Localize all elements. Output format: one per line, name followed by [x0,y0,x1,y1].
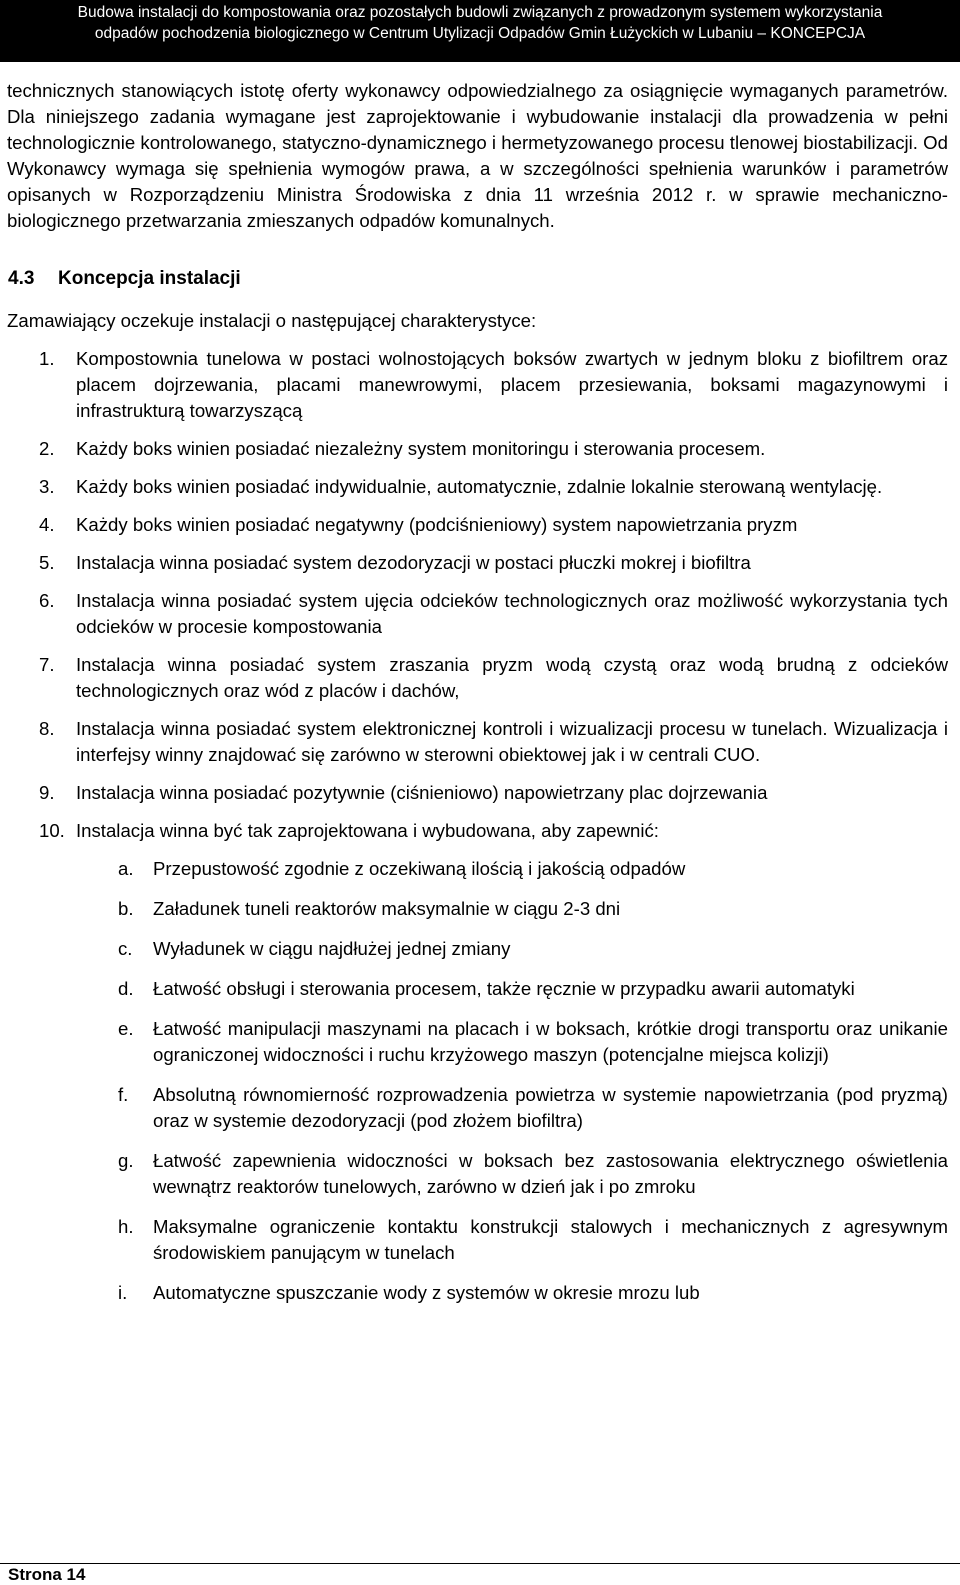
list-item [7,550,948,576]
sublist-item-text: Wyładunek w ciągu najdłużej jednej zmiany [153,938,511,959]
page-header [0,0,960,62]
list-item-text: Instalacja winna posiadać system elektronicznej kontroli i wizualizacji procesu w tunelach. Wizualizacja i interfejsy winny znajdować się zarówno w sterowni obiektowej jak i w centrali CUO. [76,718,948,765]
sublist-item-letter: e. [118,1018,134,1039]
requirements-sublist [7,856,948,1306]
list-item-text: Instalacja winna posiadać system dezodoryzacji w postaci płuczki mokrej i biofiltra [76,552,751,573]
list-item-text: Instalacja winna posiadać system zraszania pryzm wodą czystą oraz wodą brudną z odcieków technologicznych oraz wód z placów i dachów, [76,654,948,701]
section-title: Koncepcja instalacji [58,268,241,289]
sublist-item [7,1148,948,1200]
header-line-1: Budowa instalacji do kompostowania oraz pozostałych budowli związanych z prowadzonym systemem wykorzystania [77,4,883,21]
sublist-item [7,1016,948,1068]
sublist-item [7,936,948,962]
list-item [7,780,948,806]
list-item-text: Każdy boks winien posiadać niezależny system monitoringu i sterowania procesem. [76,438,766,459]
list-item-text: Instalacja winna posiadać pozytywnie (ciśnieniowo) napowietrzany plac dojrzewania [76,782,768,803]
list-item-number: 3. [39,476,55,497]
sublist-item-text: Absolutną równomierność rozprowadzenia powietrza w systemie napowietrzania (pod pryzmą) oraz w systemie dezodoryzacji (pod złożem biofiltra) [153,1084,948,1131]
list-item-text: Kompostownia tunelowa w postaci wolnostojących boksów zwartych w jednym bloku z biofiltrem oraz placem dojrzewania, placami manewrowymi, placem przesiewania, boksami magazynowymi i infrastrukturą towarzyszącą [76,348,948,421]
list-item [7,818,948,844]
list-item-number: 9. [39,782,55,803]
sublist-item-text: Łatwość obsługi i sterowania procesem, także ręcznie w przypadku awarii automatyki [153,978,855,999]
sublist-item-text: Łatwość manipulacji maszynami na placach i w boksach, krótkie drogi transportu oraz unikanie ograniczonej widoczności i ruchu krzyżowego maszyn (potencjalne miejsca kolizji) [153,1018,948,1065]
list-item-number: 6. [39,590,55,611]
list-item [7,716,948,768]
intro-paragraph: technicznych stanowiących istotę oferty wykonawcy odpowiedzialnego za osiągnięcie wymaganych parametrów. Dla niniejszego zadania wymagane jest zaprojektowanie i wybudowanie instalacji dla prowadzenia w pełni technologicznie kontrolowanego, statyczno-dynamicznego i hermetyzowanego procesu tlenowej biostabilizacji. Od Wykonawcy wymaga się spełnienia wymogów prawa, a w szczególności spełnienia warunków i parametrów opisanych w Rozporządzeniu Ministra Środowiska z dnia 11 września 2012 r. w sprawie mechaniczno- biologicznego przetwarzania zmieszanych odpadów komunalnych. [7,80,948,231]
list-item-number: 1. [39,348,55,369]
sublist-item-letter: i. [118,1282,128,1303]
section-intro: Zamawiający oczekuje instalacji o następującej charakterystyce: [7,310,537,331]
section-number: 4.3 [8,268,35,289]
sublist-item [7,896,948,922]
sublist-item-letter: f. [118,1084,129,1105]
sublist-item [7,1280,948,1306]
sublist-item-letter: c. [118,938,133,959]
page-number: Strona 14 [8,1565,86,1584]
sublist-item-letter: b. [118,898,134,919]
sublist-item [7,1214,948,1266]
sublist-item [7,856,948,882]
footer-divider [0,1563,960,1564]
list-item-number: 7. [39,654,55,675]
list-item-number: 10. [39,820,65,841]
sublist-item-letter: h. [118,1216,134,1237]
list-item-text: Każdy boks winien posiadać negatywny (podciśnieniowy) system napowietrzania pryzm [76,514,798,535]
list-item-text: Instalacja winna posiadać system ujęcia odcieków technologicznych oraz możliwość wykorzystania tych odcieków w procesie kompostowania [76,590,948,637]
sublist-item-text: Maksymalne ograniczenie kontaktu konstrukcji stalowych i mechanicznych z agresywnym środowiskiem panującym w tunelach [153,1216,948,1263]
document-body [7,78,948,1320]
list-item [7,346,948,424]
sublist-item-letter: d. [118,978,134,999]
sublist-item-letter: g. [118,1150,134,1171]
list-item-text: Każdy boks winien posiadać indywidualnie, automatycznie, zdalnie lokalnie sterowaną wentylację. [76,476,883,497]
list-item [7,652,948,704]
list-item [7,512,948,538]
list-item-text: Instalacja winna być tak zaprojektowana i wybudowana, aby zapewnić: [76,820,659,841]
sublist-item-letter: a. [118,858,134,879]
list-item-number: 5. [39,552,55,573]
sublist-item-text: Załadunek tuneli reaktorów maksymalnie w ciągu 2-3 dni [153,898,621,919]
sublist-item-text: Łatwość zapewnienia widoczności w boksach bez zastosowania elektrycznego oświetlenia wewnątrz reaktorów tunelowych, zarówno w dzień jak i po zmroku [153,1150,948,1197]
sublist-item [7,1082,948,1134]
sublist-item-text: Automatyczne spuszczanie wody z systemów w okresie mrozu lub [153,1282,700,1303]
sublist-item-text: Przepustowość zgodnie z oczekiwaną ilością i jakością odpadów [153,858,686,879]
list-item [7,588,948,640]
section-heading [7,266,948,292]
list-item-number: 2. [39,438,55,459]
requirements-list [7,346,948,844]
sublist-item [7,976,948,1002]
list-item [7,436,948,462]
list-item [7,474,948,500]
list-item-number: 4. [39,514,55,535]
header-line-2: odpadów pochodzenia biologicznego w Centrum Utylizacji Odpadów Gmin Łużyckich w Lubaniu – KONCEPCJA [94,25,866,42]
list-item-number: 8. [39,718,55,739]
